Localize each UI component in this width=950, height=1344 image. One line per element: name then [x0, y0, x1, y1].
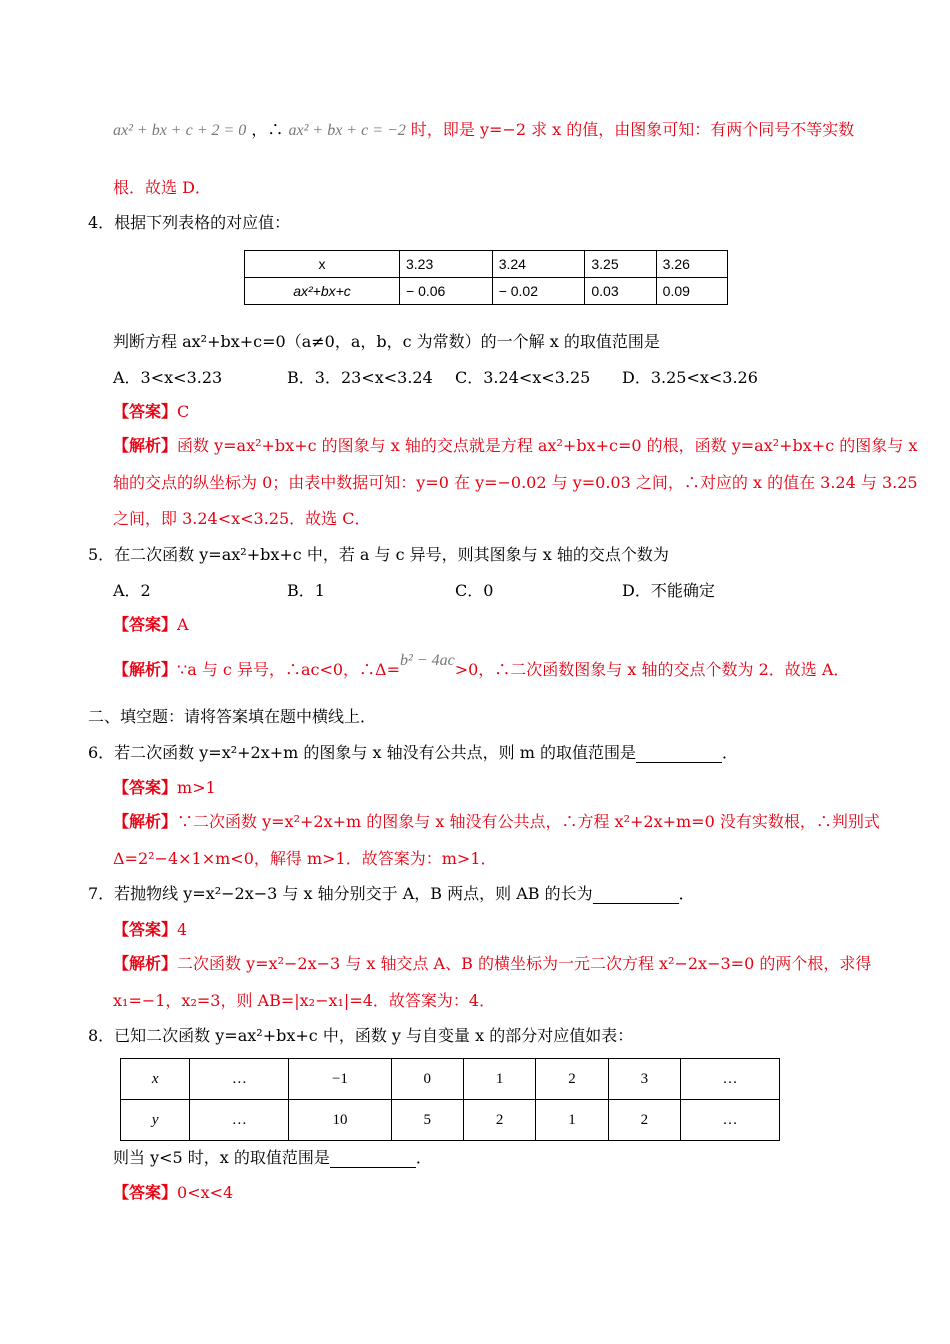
table-cell: 2 [463, 1100, 535, 1141]
analysis-pre: ∵a 与 c 异号，∴ac<0，∴Δ= [177, 660, 401, 679]
q5-option-c: C．0 [455, 581, 494, 600]
table-cell: 2 [608, 1100, 680, 1141]
discriminant-math: b² − 4ac [400, 652, 455, 669]
analysis-label: 【解析】 [113, 812, 178, 831]
q6-analysis-1 [113, 812, 880, 832]
q5-option-a: A．2 [113, 581, 151, 600]
table-cell: 10 [289, 1100, 391, 1141]
table-cell: x [245, 251, 400, 278]
answer-blank [593, 888, 679, 904]
table-cell: y [121, 1100, 190, 1141]
answer-label: 【答案】 [113, 920, 178, 939]
q3-text2: 根．故选 D． [113, 178, 211, 197]
q3-eq2: ax² + bx + c = −2 [288, 122, 406, 139]
q7-stem [88, 884, 695, 904]
q5-answer [113, 615, 189, 635]
table-cell: 3.25 [585, 251, 656, 278]
q5-stem: 5．在二次函数 y=ax²+bx+c 中，若 a 与 c 异号，则其图象与 x 轴的交点个数为 [88, 545, 669, 564]
table-cell: 3.24 [492, 251, 585, 278]
q8-end: ． [415, 1148, 432, 1167]
q4-analysis-1 [113, 436, 917, 456]
table-row [121, 1059, 780, 1100]
q4-analysis-2: 轴的交点的纵坐标为 0；由表中数据可知：y=0 在 y=−0.02 与 y=0.03 之间，∴对应的 x 的值在 3.24 与 3.25 [113, 473, 918, 492]
q5-option-b: B．1 [287, 581, 325, 600]
table-cell: x [121, 1059, 190, 1100]
q7-end: ． [678, 884, 695, 903]
q7-text: 7．若抛物线 y=x²−2x−3 与 x 轴分别交于 A，B 两点，则 AB 的长为 [88, 884, 593, 903]
q4-stem: 4．根据下列表格的对应值： [88, 213, 291, 232]
q4-option-c: C．3.24<x<3.25 [455, 368, 591, 387]
q6-text: 6．若二次函数 y=x²+2x+m 的图象与 x 轴没有公共点，则 m 的取值范围是 [88, 743, 636, 762]
q7-analysis-2: x₁=−1，x₂=3，则 AB=|x₂−x₁|=4．故答案为：4． [113, 991, 496, 1010]
q8-stem: 8．已知二次函数 y=ax²+bx+c 中，函数 y 与自变量 x 的部分对应值如表： [88, 1026, 634, 1045]
answer-label: 【答案】 [113, 615, 178, 634]
table-row [245, 278, 728, 305]
analysis-label: 【解析】 [113, 660, 178, 679]
q7-analysis-1 [113, 954, 871, 974]
table-cell: … [190, 1100, 289, 1141]
answer-value: A [177, 615, 189, 634]
q5-option-d: D．不能确定 [622, 581, 715, 600]
section-title: 二、填空题：请将答案填在题中横线上． [88, 707, 377, 726]
answer-blank [636, 747, 722, 763]
answer-label: 【答案】 [113, 402, 178, 421]
table-cell: 1 [463, 1059, 535, 1100]
table-cell: 2 [536, 1059, 608, 1100]
q4-answer [113, 402, 189, 422]
table-cell: … [681, 1100, 780, 1141]
table-cell: 3.26 [656, 251, 727, 278]
analysis-text: 函数 y=ax²+bx+c 的图象与 x 轴的交点就是方程 ax²+bx+c=0 的根，函数 y=ax²+bx+c 的图象与 x [177, 436, 918, 455]
q6-end: ． [721, 743, 738, 762]
answer-value: 0<x<4 [177, 1183, 234, 1202]
table-cell: − 0.06 [400, 278, 493, 305]
q3-equation-line [113, 120, 854, 141]
q3-sep: ，∴ [251, 120, 284, 139]
table-cell: −1 [289, 1059, 391, 1100]
q6-stem [88, 743, 738, 763]
table-cell: − 0.02 [492, 278, 585, 305]
analysis-text: 二次函数 y=x²−2x−3 与 x 轴交点 A、B 的横坐标为一元二次方程 x²−2x−3=0 的两个根，求得 [177, 954, 872, 973]
table-cell: 3.23 [400, 251, 493, 278]
q4-option-b: B．3．23<x<3.24 [287, 368, 433, 387]
table-row [121, 1100, 780, 1141]
analysis-post: >0，∴二次函数图象与 x 轴的交点个数为 2．故选 A． [454, 660, 850, 679]
q4-option-a: A．3<x<3.23 [113, 368, 223, 387]
answer-label: 【答案】 [113, 778, 178, 797]
analysis-label: 【解析】 [113, 436, 178, 455]
answer-value: 4 [177, 920, 188, 939]
table-cell: ax²+bx+c [245, 278, 400, 305]
q8-table [120, 1058, 780, 1141]
table-cell: 3 [608, 1059, 680, 1100]
answer-value: m>1 [177, 778, 216, 797]
q8-answer [113, 1183, 233, 1203]
table-cell: 5 [391, 1100, 463, 1141]
analysis-label: 【解析】 [113, 954, 178, 973]
q6-analysis-2: Δ=2²−4×1×m<0，解得 m>1．故答案为：m>1． [113, 849, 497, 868]
q4-question: 判断方程 ax²+bx+c=0（a≠0，a，b，c 为常数）的一个解 x 的取值范围是 [113, 332, 660, 351]
q4-table [244, 250, 728, 305]
q3-eq1: ax² + bx + c + 2 = 0 [113, 122, 247, 139]
table-cell: … [190, 1059, 289, 1100]
answer-blank [330, 1152, 416, 1168]
q5-analysis [113, 652, 850, 681]
q4-option-d: D．3.25<x<3.26 [622, 368, 758, 387]
table-cell: 0.09 [656, 278, 727, 305]
analysis-text: ∵二次函数 y=x²+2x+m 的图象与 x 轴没有公共点，∴方程 x²+2x+m=0 没有实数根，∴判别式 [177, 812, 880, 831]
q4-analysis-3: 之间，即 3.24<x<3.25．故选 C． [113, 509, 371, 528]
table-cell: … [681, 1059, 780, 1100]
answer-value: C [177, 402, 190, 421]
q6-answer [113, 778, 216, 798]
answer-label: 【答案】 [113, 1183, 178, 1202]
q7-answer [113, 920, 187, 940]
q3-text1: 时，即是 y=−2 求 x 的值，由图象可知：有两个同号不等实数 [410, 120, 855, 139]
table-row [245, 251, 728, 278]
table-cell: 1 [536, 1100, 608, 1141]
q8-question [113, 1148, 432, 1168]
table-cell: 0 [391, 1059, 463, 1100]
q8-text: 则当 y<5 时，x 的取值范围是 [113, 1148, 330, 1167]
table-cell: 0.03 [585, 278, 656, 305]
